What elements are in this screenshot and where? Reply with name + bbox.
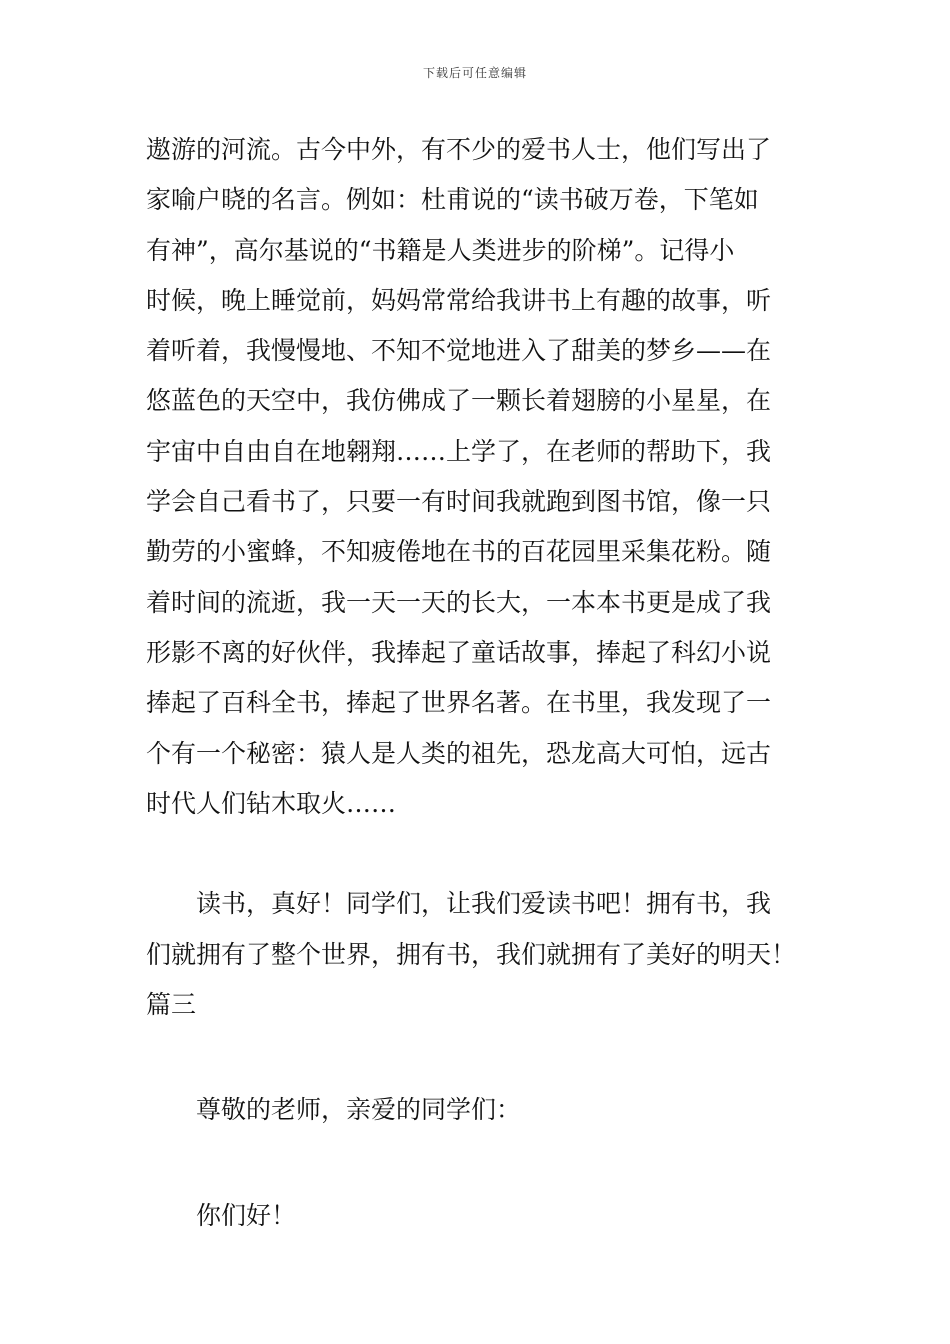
text-line: 遨游的河流。古今中外，有不少的爱书人士，他们写出了: [146, 135, 772, 164]
text-line: 悠蓝色的天空中，我仿佛成了一颗长着翅膀的小星星，在: [146, 386, 772, 416]
text-line: 学会自己看书了，只要一有时间我就跑到图书馆，像一只: [146, 487, 772, 517]
text-line: 有神”，高尔基说的“书籍是人类进步的阶梯”。记得小: [146, 235, 735, 265]
section-title: 篇三: [146, 990, 197, 1020]
text-line: 读书，真好！同学们，让我们爱读书吧！拥有书，我: [196, 889, 772, 919]
text-line: 们就拥有了整个世界，拥有书，我们就拥有了美好的明天！: [146, 939, 797, 969]
page-header-note: 下载后可任意编辑: [422, 66, 527, 80]
document-body: [146, 128, 816, 1244]
text-line: 家喻户晓的名言。例如：杜甫说的“读书破万卷，下笔如: [146, 185, 759, 215]
text-line: 勤劳的小蜜蜂，不知疲倦地在书的百花园里采集花粉。随: [146, 537, 772, 567]
text-line: 个有一个秘密：猿人是人类的祖先，恐龙高大可怕，远古: [146, 738, 772, 768]
text-line: 着时间的流逝，我一天一天的长大，一本本书更是成了我: [146, 587, 772, 617]
paragraph-2: [146, 882, 816, 983]
text-line: 时候，晚上睡觉前，妈妈常常给我讲书上有趣的故事，听: [146, 285, 772, 315]
text-line: 捧起了百科全书，捧起了世界名著。在书里，我发现了一: [146, 688, 772, 718]
text-line: 宇宙中自由自在地翱翔……上学了，在老师的帮助下，我: [146, 436, 772, 466]
letter-hello: 你们好！: [196, 1200, 297, 1230]
paragraph-1: [146, 128, 816, 832]
text-line: 时代人们钻木取火……: [146, 788, 397, 818]
paragraph-spacer: [146, 1139, 816, 1194]
paragraph-spacer: [146, 832, 816, 882]
paragraph-spacer: [146, 1033, 816, 1088]
letter-greeting: 尊敬的老师，亲爱的同学们：: [196, 1095, 522, 1125]
text-line: 形影不离的好伙伴，我捧起了童话故事，捧起了科幻小说: [146, 637, 772, 667]
text-line: 着听着，我慢慢地、不知不觉地进入了甜美的梦乡——在: [146, 336, 772, 366]
